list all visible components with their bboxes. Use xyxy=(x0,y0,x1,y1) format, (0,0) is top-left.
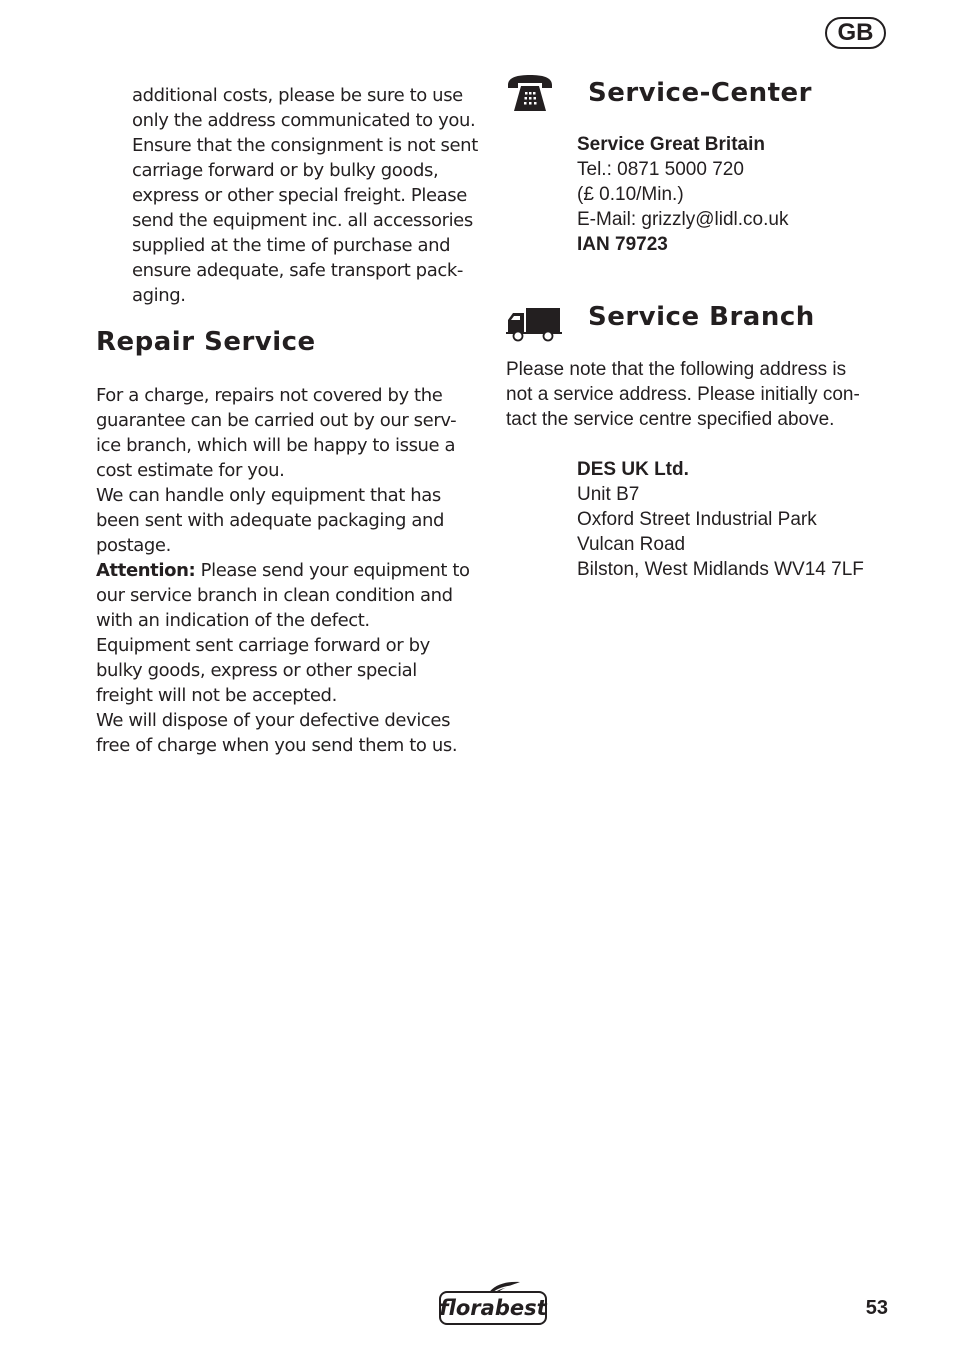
repair-line: guarantee can be carried out by our serv- xyxy=(96,410,457,431)
service-center-email: E-Mail: grizzly@lidl.co.uk xyxy=(577,209,789,230)
attention-label: Attention: xyxy=(96,560,196,581)
logo-text: florabest xyxy=(439,1296,547,1320)
service-center-tel: Tel.: 0871 5000 720 xyxy=(577,159,744,180)
repair-line: freight will not be accepted. xyxy=(96,685,337,706)
service-center-ian: IAN 79723 xyxy=(577,234,668,255)
repair-line: free of charge when you send them to us. xyxy=(96,735,458,756)
note-line: Please note that the following address is xyxy=(506,359,847,380)
repair-line: with an indication of the defect. xyxy=(96,610,370,631)
repair-service-paragraph xyxy=(96,383,470,758)
intro-line: only the address communicated to you. xyxy=(132,110,476,131)
note-line: not a service address. Please initially con- xyxy=(506,384,860,405)
service-center-contact xyxy=(577,132,788,257)
intro-line: send the equipment inc. all accessories xyxy=(132,210,473,231)
address-line: Vulcan Road xyxy=(577,534,686,555)
repair-line: ice branch, which will be happy to issue a xyxy=(96,435,456,456)
page-number: 53 xyxy=(865,1297,888,1319)
address-line: Bilston, West Midlands WV14 7LF xyxy=(577,559,864,580)
service-center-rate: (£ 0.10/Min.) xyxy=(577,184,684,205)
service-center-heading: Service-Center xyxy=(588,78,812,108)
repair-line: been sent with adequate packaging and xyxy=(96,510,445,531)
company-name: DES UK Ltd. xyxy=(577,459,689,480)
repair-line: Equipment sent carriage forward or by xyxy=(96,635,430,656)
repair-line: We can handle only equipment that has xyxy=(96,485,441,506)
attention-line xyxy=(96,558,470,583)
address-line: Oxford Street Industrial Park xyxy=(577,509,817,530)
note-line: tact the service centre specified above. xyxy=(506,409,835,430)
intro-line: carriage forward or by bulky goods, xyxy=(132,160,439,181)
repair-line: We will dispose of your defective devices xyxy=(96,710,451,731)
intro-line: supplied at the time of purchase and xyxy=(132,235,451,256)
intro-line: Ensure that the consignment is not sent xyxy=(132,135,478,156)
intro-paragraph xyxy=(132,83,478,308)
repair-line: our service branch in clean condition and xyxy=(96,585,453,606)
intro-line: ensure adequate, safe transport pack- xyxy=(132,260,463,281)
repair-line: postage. xyxy=(96,535,171,556)
repair-line: For a charge, repairs not covered by the xyxy=(96,385,443,406)
address-line: Unit B7 xyxy=(577,484,640,505)
service-branch-heading: Service Branch xyxy=(588,302,815,332)
intro-line: additional costs, please be sure to use xyxy=(132,85,463,106)
language-badge: GB xyxy=(825,17,886,49)
florabest-logo xyxy=(438,1280,550,1333)
intro-line: express or other special freight. Please xyxy=(132,185,467,206)
repair-line: cost estimate for you. xyxy=(96,460,285,481)
intro-line: aging. xyxy=(132,285,186,306)
repair-service-heading: Repair Service xyxy=(96,327,316,357)
attention-text: Please send your equipment to xyxy=(195,560,470,581)
service-branch-address xyxy=(577,457,864,582)
truck-icon xyxy=(506,306,562,342)
repair-line: bulky goods, express or other special xyxy=(96,660,417,681)
service-center-name: Service Great Britain xyxy=(577,134,765,155)
service-branch-note xyxy=(506,357,860,432)
telephone-icon xyxy=(506,73,554,113)
